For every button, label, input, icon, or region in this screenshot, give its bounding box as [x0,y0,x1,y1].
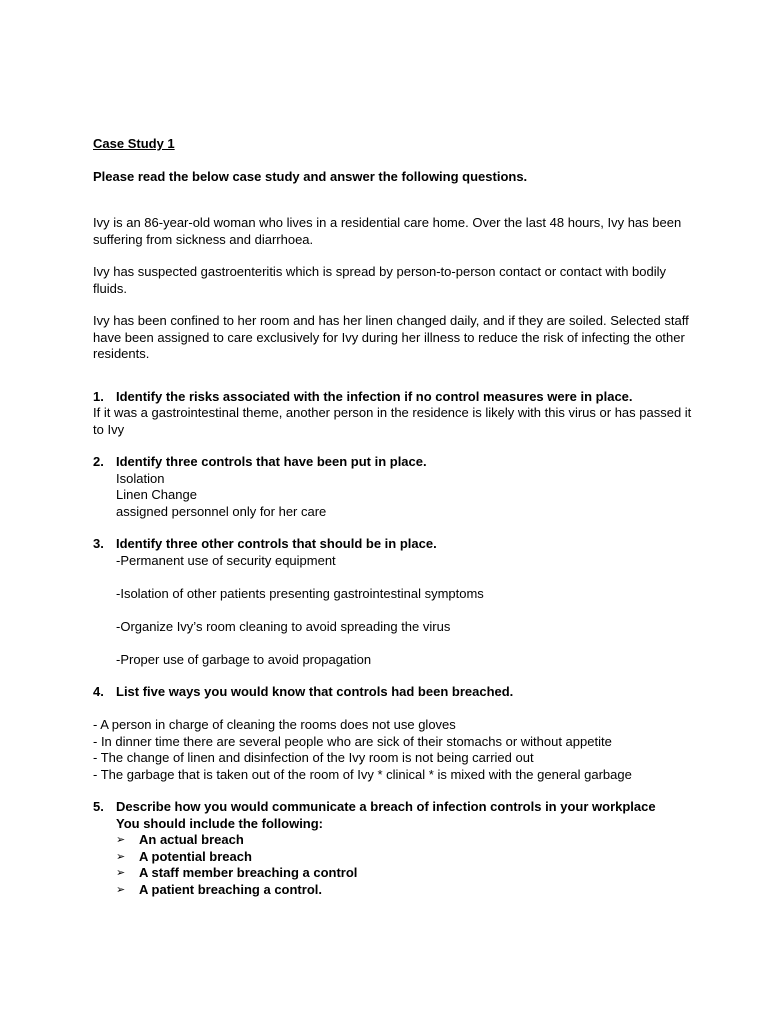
answer-line: -Organize Ivy’s room cleaning to avoid spreading the virus [116,618,451,634]
answer-list [93,717,693,783]
question-number: 5. [93,799,104,814]
bullet-item [116,849,693,866]
question-text: Identify the risks associated with the infection if no control measures were in place. [116,388,633,404]
bullet-text: A potential breach [139,848,252,864]
question-1-heading [93,389,693,406]
answer-line: - The change of linen and disinfection of the Ivy room is not being carried out [93,750,534,765]
question-3-heading [93,536,693,553]
question-text: List five ways you would know that controls had been breached. [116,684,514,699]
answer-line: Linen Change [116,487,197,502]
arrow-bullet-icon: ➢ [116,850,126,863]
case-paragraph-2: Ivy has suspected gastroenteritis which is spread by person-to-person contact or contact with bodily fluids. [93,264,667,296]
answer-line: assigned personnel only for her care [116,503,327,519]
question-4 [93,684,693,783]
answer-line: -Proper use of garbage to avoid propagation [116,651,372,667]
question-number: 3. [93,536,104,551]
question-5-heading [93,799,693,816]
question-3 [93,536,693,668]
bullet-text: An actual breach [139,832,244,847]
question-2 [93,454,693,520]
answer-line: -Isolation of other patients presenting gastrointestinal symptoms [116,585,484,601]
arrow-bullet-icon: ➢ [116,867,126,879]
arrow-bullet-icon: ➢ [116,834,126,846]
answer-line: Isolation [116,470,165,486]
bullet-item [116,882,693,899]
bullet-item [116,865,693,882]
instruction-text: Please read the below case study and answer the following questions. [93,168,528,184]
question-text: Identify three controls that have been put in place. [116,454,427,469]
answer-line: - In dinner time there are several people who are sick of their stomachs or without appetite [93,733,612,749]
question-text: Describe how you would communicate a breach of infection controls in your workplace [116,799,656,814]
arrow-bullet-icon: ➢ [116,883,126,896]
bullet-text: A staff member breaching a control [139,865,358,880]
question-text: Identify three other controls that should be in place. [116,536,437,551]
bullet-text: A patient breaching a control. [139,881,322,897]
question-subtext: You should include the following: [116,815,324,831]
case-paragraph-1: Ivy is an 86-year-old woman who lives in a residential care home. Over the last 48 hours, Ivy has been suffering from sickness and diarrhoea. [93,215,682,247]
question-number: 1. [93,388,104,404]
answer-line: - A person in charge of cleaning the rooms does not use gloves [93,717,456,732]
question-2-heading [93,454,693,471]
bullet-item [116,832,693,849]
question-1 [93,389,693,439]
question-5 [93,799,693,898]
case-paragraph-3: Ivy has been confined to her room and has her linen changed daily, and if they are soiled. Selected staff have been assigned to care exclusively for Ivy during her illness to reduce the risk of infecting the other residents. [93,313,689,361]
answer-list [93,471,693,521]
question-number: 2. [93,454,104,469]
question-number: 4. [93,684,104,699]
document-page [93,136,693,914]
answer-text: If it was a gastrointestinal theme, another person in the residence is likely with this virus or has passed it to Ivy [93,405,692,437]
bullet-list [93,832,693,898]
answer-line: -Permanent use of security equipment [116,552,336,568]
question-4-heading [93,684,693,701]
answer-list [93,553,693,669]
document-title: Case Study 1 [93,136,175,151]
answer-line: - The garbage that is taken out of the room of Ivy * clinical * is mixed with the general garbage [93,766,632,782]
